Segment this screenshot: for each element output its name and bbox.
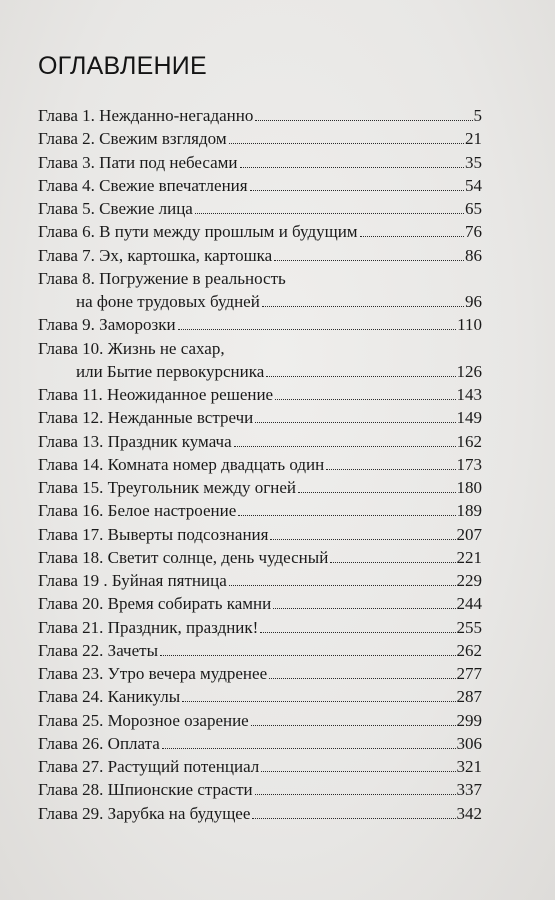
toc-page-number: 306 bbox=[456, 733, 482, 753]
toc-entry bbox=[38, 592, 482, 615]
toc-entry-title: Глава 27. Растущий потенциал bbox=[38, 757, 260, 776]
toc-entry-title: Глава 10. Жизнь не сахар, bbox=[38, 338, 225, 358]
toc-entry bbox=[38, 685, 482, 708]
toc-page-number: 86 bbox=[465, 245, 482, 265]
toc-entry bbox=[38, 778, 482, 801]
toc-page-number: 337 bbox=[456, 780, 482, 800]
toc-entry bbox=[38, 616, 482, 639]
toc-entry bbox=[38, 430, 482, 453]
toc-entry-title: Глава 24. Каникулы bbox=[38, 687, 181, 707]
page-title: ОГЛАВЛЕНИЕ bbox=[38, 52, 207, 80]
toc-entry-title: Глава 17. Выверты подсознания bbox=[38, 524, 269, 544]
toc-entry bbox=[38, 174, 482, 197]
dot-leader bbox=[273, 608, 455, 609]
toc-entry bbox=[38, 732, 482, 755]
table-of-contents bbox=[38, 104, 482, 825]
toc-entry-title: Глава 13. Праздник кумача bbox=[38, 431, 232, 451]
toc-entry bbox=[38, 639, 482, 662]
toc-entry bbox=[38, 360, 482, 383]
dot-leader bbox=[178, 329, 457, 330]
toc-entry bbox=[38, 499, 482, 522]
dot-leader bbox=[275, 399, 455, 400]
dot-leader bbox=[260, 632, 455, 633]
toc-entry-title: Глава 12. Нежданные встречи bbox=[38, 408, 254, 428]
dot-leader bbox=[234, 446, 456, 447]
toc-entry bbox=[38, 383, 482, 406]
toc-entry-title: Глава 25. Морозное озарение bbox=[38, 710, 249, 730]
toc-page-number: 342 bbox=[456, 803, 482, 823]
dot-leader bbox=[255, 120, 472, 121]
toc-entry-title: Глава 28. Шпионские страсти bbox=[38, 780, 253, 800]
dot-leader bbox=[229, 585, 456, 586]
toc-entry-title: Глава 1. Нежданно-негаданно bbox=[38, 106, 254, 125]
toc-entry-title: или Бытие первокурсника bbox=[76, 361, 265, 381]
dot-leader bbox=[330, 562, 455, 563]
toc-page-number: 189 bbox=[456, 501, 482, 521]
toc-page-number: 255 bbox=[456, 617, 482, 637]
dot-leader bbox=[162, 748, 456, 749]
toc-page-number: 35 bbox=[465, 152, 482, 172]
dot-leader bbox=[251, 725, 456, 726]
toc-entry bbox=[38, 337, 482, 360]
toc-entry-title: Глава 4. Свежие впечатления bbox=[38, 175, 248, 195]
dot-leader bbox=[238, 515, 455, 516]
toc-entry-title: Глава 11. Неожиданное решение bbox=[38, 385, 274, 404]
toc-entry-title: Глава 16. Белое настроение bbox=[38, 501, 237, 521]
toc-entry bbox=[38, 755, 482, 778]
toc-entry-title: Глава 18. Светит солнце, день чудесный bbox=[38, 547, 329, 567]
toc-entry-title: Глава 7. Эх, картошка, картошка bbox=[38, 245, 273, 265]
toc-entry bbox=[38, 406, 482, 429]
toc-page-number: 126 bbox=[456, 361, 482, 381]
toc-entry bbox=[38, 290, 482, 313]
toc-page-number: 221 bbox=[456, 547, 482, 567]
toc-page-number: 229 bbox=[456, 571, 482, 590]
toc-entry-title: Глава 2. Свежим взглядом bbox=[38, 129, 227, 149]
dot-leader bbox=[195, 213, 464, 214]
dot-leader bbox=[262, 306, 464, 307]
toc-entry-title: на фоне трудовых будней bbox=[76, 292, 260, 311]
toc-entry-title: Глава 19 . Буйная пятница bbox=[38, 571, 227, 590]
toc-entry bbox=[38, 313, 482, 336]
toc-page-number: 149 bbox=[456, 408, 482, 428]
toc-entry bbox=[38, 127, 482, 150]
toc-entry bbox=[38, 267, 482, 290]
toc-page-number: 76 bbox=[465, 222, 482, 242]
toc-page-number: 244 bbox=[456, 594, 482, 614]
dot-leader bbox=[269, 678, 455, 679]
toc-entry bbox=[38, 709, 482, 732]
toc-page-number: 143 bbox=[456, 385, 482, 404]
dot-leader bbox=[182, 701, 455, 702]
toc-page-number: 299 bbox=[456, 710, 482, 730]
toc-entry-title: Глава 22. Зачеты bbox=[38, 640, 159, 660]
toc-entry bbox=[38, 197, 482, 220]
toc-page-number: 96 bbox=[465, 292, 482, 311]
dot-leader bbox=[252, 818, 455, 819]
dot-leader bbox=[229, 143, 464, 144]
toc-entry-title: Глава 9. Заморозки bbox=[38, 315, 176, 335]
dot-leader bbox=[160, 655, 455, 656]
toc-entry-title: Глава 14. Комната номер двадцать один bbox=[38, 454, 325, 474]
toc-entry-title: Глава 15. Треугольник между огней bbox=[38, 478, 296, 497]
toc-page-number: 207 bbox=[456, 524, 482, 544]
toc-entry-title: Глава 8. Погружение в реальность bbox=[38, 268, 286, 288]
toc-page-number: 277 bbox=[456, 664, 482, 683]
toc-entry bbox=[38, 453, 482, 476]
toc-page-number: 65 bbox=[465, 199, 482, 218]
toc-entry bbox=[38, 476, 482, 499]
dot-leader bbox=[250, 190, 464, 191]
dot-leader bbox=[326, 469, 455, 470]
dot-leader bbox=[274, 260, 464, 261]
toc-page-number: 110 bbox=[457, 315, 482, 335]
toc-entry bbox=[38, 244, 482, 267]
toc-page-number: 21 bbox=[465, 129, 482, 149]
toc-entry-title: Глава 23. Утро вечера мудренее bbox=[38, 664, 268, 683]
toc-entry bbox=[38, 104, 482, 127]
toc-entry-title: Глава 26. Оплата bbox=[38, 733, 160, 753]
dot-leader bbox=[298, 492, 456, 493]
toc-entry-title: Глава 21. Праздник, праздник! bbox=[38, 617, 259, 637]
toc-page-number: 162 bbox=[456, 431, 482, 451]
toc-page-number: 180 bbox=[456, 478, 482, 497]
dot-leader bbox=[255, 794, 456, 795]
dot-leader bbox=[266, 376, 455, 377]
toc-page-number: 173 bbox=[456, 454, 482, 474]
toc-entry bbox=[38, 151, 482, 174]
dot-leader bbox=[255, 422, 455, 423]
toc-entry-title: Глава 3. Пати под небесами bbox=[38, 152, 238, 172]
toc-page-number: 5 bbox=[473, 106, 482, 125]
toc-entry bbox=[38, 220, 482, 243]
toc-page-number: 321 bbox=[456, 757, 482, 776]
dot-leader bbox=[270, 539, 455, 540]
toc-entry bbox=[38, 523, 482, 546]
toc-page-number: 54 bbox=[465, 175, 482, 195]
toc-entry bbox=[38, 569, 482, 592]
toc-page-number: 287 bbox=[456, 687, 482, 707]
toc-entry-title: Глава 20. Время собирать камни bbox=[38, 594, 272, 614]
dot-leader bbox=[360, 236, 464, 237]
toc-entry-title: Глава 5. Свежие лица bbox=[38, 199, 193, 218]
dot-leader bbox=[240, 167, 464, 168]
dot-leader bbox=[261, 771, 455, 772]
toc-page-number: 262 bbox=[456, 640, 482, 660]
toc-entry-title: Глава 29. Зарубка на будущее bbox=[38, 803, 251, 823]
toc-entry bbox=[38, 802, 482, 825]
toc-entry bbox=[38, 662, 482, 685]
toc-entry-title: Глава 6. В пути между прошлым и будущим bbox=[38, 222, 358, 242]
toc-entry bbox=[38, 546, 482, 569]
